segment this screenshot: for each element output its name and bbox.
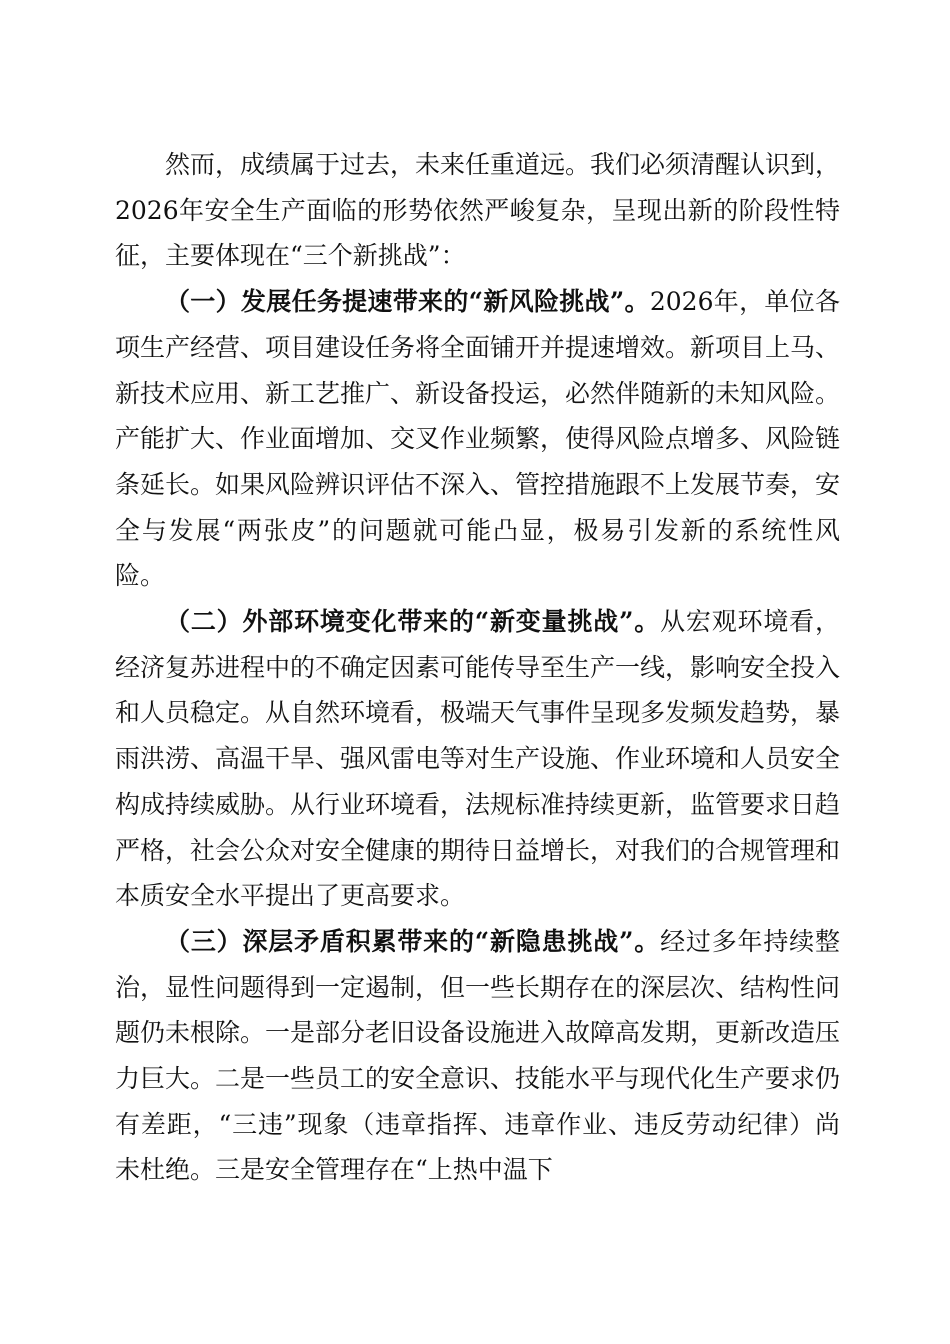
paragraph-intro	[115, 142, 840, 279]
paragraph-challenge-3	[115, 919, 840, 1193]
paragraph-text: 经过多年持续整治，显性问题得到一定遏制，但一些长期存在的深层次、结构性问题仍未根除。一是部分老旧设备设施进入故障高发期，更新改造压力巨大。二是一些员工的安全意识、技能水平与现代化生产要求仍有差距，“三违”现象（违章指挥、违章作业、违反劳动纪律）尚未杜绝。三是安全管理存在“上热中温下	[115, 926, 841, 1185]
paragraph-heading: （二）外部环境变化带来的“新变量挑战”。	[165, 607, 661, 637]
paragraph-text: 然而，成绩属于过去，未来任重道远。我们必须清醒认识到，2026年安全生产面临的形势依然严峻复杂，呈现出新的阶段性特征，主要体现在“三个新挑战”：	[115, 150, 841, 271]
paragraph-challenge-2	[115, 599, 840, 919]
paragraph-text: 从宏观环境看，经济复苏进程中的不确定因素可能传导至生产一线，影响安全投入和人员稳定。从自然环境看，极端天气事件呈现多发频发趋势，暴雨洪涝、高温干旱、强风雷电等对生产设施、作业环境和人员安全构成持续威胁。从行业环境看，法规标准持续更新，监管要求日趋严格，社会公众对安全健康的期待日益增长，对我们的合规管理和本质安全水平提出了更高要求。	[115, 607, 841, 911]
paragraph-heading: （三）深层矛盾积累带来的“新隐患挑战”。	[165, 926, 661, 956]
paragraph-challenge-1	[115, 279, 840, 599]
paragraph-text: 2026年，单位各项生产经营、项目建设任务将全面铺开并提速增效。新项目上马、新技术应用、新工艺推广、新设备投运，必然伴随新的未知风险。产能扩大、作业面增加、交叉作业频繁，使得风险点增多、风险链条延长。如果风险辨识评估不深入、管控措施跟不上发展节奏，安全与发展“两张皮”的问题就可能凸显，极易引发新的系统性风险。	[115, 287, 841, 591]
paragraph-heading: （一）发展任务提速带来的“新风险挑战”。	[165, 287, 650, 317]
document-body	[115, 142, 840, 1193]
